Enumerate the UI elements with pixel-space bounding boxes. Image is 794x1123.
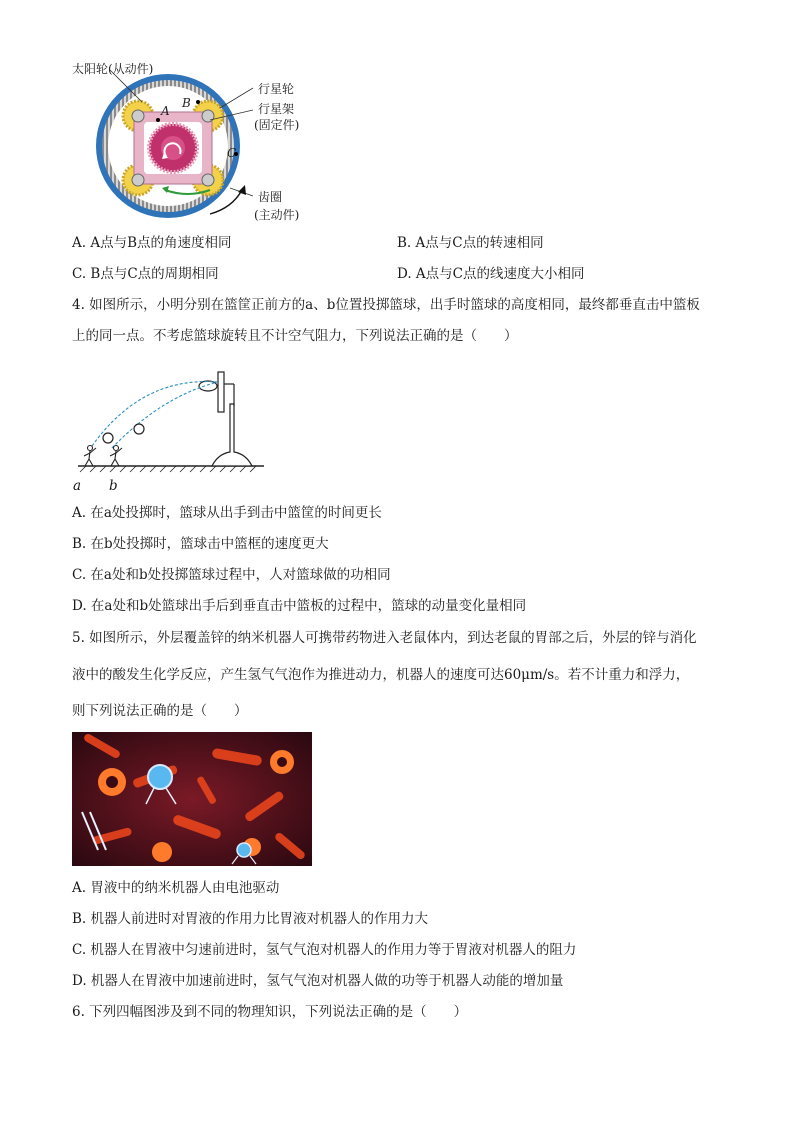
ring-gear-sub-label: (主动件) xyxy=(254,208,300,222)
carrier-sub-label: (固定件) xyxy=(254,118,300,132)
position-b-label: b xyxy=(109,478,118,494)
q6-stem: 6. 下列四幅图涉及到不同的物理知识，下列说法正确的是（ ） xyxy=(72,1004,468,1020)
q5-option-b: B. 机器人前进时对胃液的作用力比胃液对机器人的作用力大 xyxy=(72,911,429,927)
q5-stem-line3: 则下列说法正确的是（ ） xyxy=(72,703,248,719)
q5-option-d: D. 机器人在胃液中加速前进时，氢气气泡对机器人做的功等于机器人动能的增加量 xyxy=(72,973,564,989)
q4-stem-line2: 上的同一点。不考虑篮球旋转且不计空气阻力，下列说法正确的是（ ） xyxy=(72,328,518,344)
carrier-label: 行星架 xyxy=(258,102,295,116)
q4-option-a: A. 在a处投掷时，篮球从出手到击中篮筐的时间更长 xyxy=(72,505,382,521)
planet-gear-label: 行星轮 xyxy=(258,82,295,96)
sun-gear-label: 太阳轮(从动件) xyxy=(72,62,154,76)
basketball-diagram xyxy=(72,366,272,478)
ring-gear-label: 齿圈 xyxy=(258,190,283,204)
basketball-figure xyxy=(72,366,272,478)
q5-stem-line1: 5. 如图所示，外层覆盖锌的纳米机器人可携带药物进入老鼠体内，到达老鼠的胃部之后，外层的锌与消化 xyxy=(72,630,697,646)
q5-option-c: C. 机器人在胃液中匀速前进时，氢气气泡对机器人的作用力等于胃液对机器人的阻力 xyxy=(72,942,577,958)
nanorobot-illustration xyxy=(72,732,312,866)
q4-stem-line1: 4. 如图所示，小明分别在篮筐正前方的a、b位置投掷篮球，出手时篮球的高度相同，最终都垂直击中篮板 xyxy=(72,297,700,313)
point-c-label: C xyxy=(227,146,237,160)
q3-option-b: B. A点与C点的转速相同 xyxy=(397,235,544,251)
q5-option-a: A. 胃液中的纳米机器人由电池驱动 xyxy=(72,880,280,896)
q3-option-a: A. A点与B点的角速度相同 xyxy=(72,235,232,251)
q4-option-b: B. 在b处投掷时，篮球击中篮框的速度更大 xyxy=(72,536,329,552)
q4-option-d: D. 在a处和b处篮球出手后到垂直击中篮板的过程中，篮球的动量变化量相同 xyxy=(72,598,527,614)
q3-option-c: C. B点与C点的周期相同 xyxy=(72,266,219,282)
position-a-label: a xyxy=(73,478,82,494)
q3-option-d: D. A点与C点的线速度大小相同 xyxy=(397,266,585,282)
point-a-label: A xyxy=(161,104,170,118)
q5-stem-line2: 液中的酸发生化学反应，产生氢气气泡作为推进动力，机器人的速度可达60μm/s。若不计重力和浮力， xyxy=(72,667,690,683)
point-b-label: B xyxy=(182,96,191,110)
q4-option-c: C. 在a处和b处投掷篮球过程中，人对篮球做的功相同 xyxy=(72,567,391,583)
nanorobot-photo xyxy=(72,732,312,866)
